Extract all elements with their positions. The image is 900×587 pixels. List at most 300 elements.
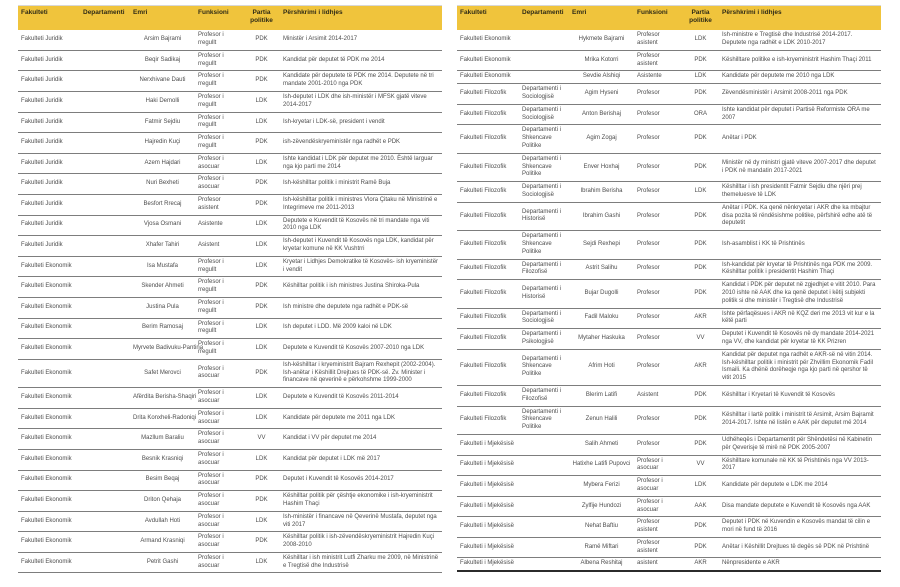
cell-emri: Mazllum Baraliu [130, 429, 195, 450]
table-row [457, 308, 881, 329]
cell-partia: PDK [243, 470, 280, 491]
cell-emri: Haki Demolli [130, 92, 195, 113]
cell-funksioni: Profesor i asocuar [195, 388, 243, 409]
cell-partia: LDK [682, 476, 719, 497]
cell-fakulteti: Fakulteti i Mjekësisë [457, 537, 519, 558]
cell-funksioni: Profesor i rregullt [195, 318, 243, 339]
table-row [457, 231, 881, 259]
cell-fakulteti: Fakulteti Ekonomik [457, 71, 519, 84]
cell-departamenti [80, 491, 130, 512]
table-row [18, 297, 442, 318]
cell-emri: Safet Merovci [130, 359, 195, 387]
cell-fakulteti: Fakulteti Filozofik [457, 231, 519, 259]
cell-pershkrimi: Ish ministre dhe deputete nga radhët e PDK-së [280, 297, 442, 318]
cell-funksioni: Profesor i rregullt [195, 133, 243, 154]
cell-funksioni: Profesor i rregullt [195, 30, 243, 50]
cell-emri: Blerim Latifi [569, 385, 634, 406]
cell-fakulteti: Fakulteti Ekonomik [18, 388, 80, 409]
cell-funksioni: Profesor i asocuar [195, 470, 243, 491]
cell-fakulteti: Fakulteti Ekonomik [18, 339, 80, 360]
cell-fakulteti: Fakulteti Filozofik [457, 84, 519, 105]
cell-partia: PDK [682, 517, 719, 538]
cell-pershkrimi: Këshilltar i ish ministrit Lutfi Zharku me 2009, në Ministrinë e Tregtisë dhe Industrisë [280, 552, 442, 573]
cell-fakulteti: Fakulteti Ekonomik [18, 318, 80, 339]
cell-partia: PDK [682, 50, 719, 71]
cell-funksioni: Profesor [634, 182, 682, 203]
cell-emri: Agim Zogaj [569, 125, 634, 153]
cell-partia: LDK [243, 92, 280, 113]
table-row [457, 84, 881, 105]
cell-pershkrimi: Deputet i Kuvendit të Kosovës në dy mandate 2014-2021 nga VV, dhe kandidat për kryetar të KK Prizren [719, 329, 881, 350]
cell-pershkrimi: Këshilltar politik i ish-zëvendëskryeministrit Hajredin Kuçi 2008-2010 [280, 532, 442, 553]
cell-partia: LDK [682, 30, 719, 50]
cell-fakulteti: Fakulteti i Mjekësisë [457, 517, 519, 538]
cell-departamenti [80, 236, 130, 257]
cell-pershkrimi: Kandidat për deputet nga radhët e AKR-së në vitin 2014. Ish-këshilltar politik i ministrit për Zhvillim Ekonomik Fadil Ismaili. Ka dhënë dorëheqje nga kjo parti në qershor të vitit 2015 [719, 349, 881, 385]
cell-pershkrimi: Nënpresidente e AKR [719, 558, 881, 571]
cell-funksioni: Profesor i asocuar [195, 552, 243, 573]
cell-funksioni: Asistent [634, 385, 682, 406]
column-header-pershkrimi: Përshkrimi i lidhjes [719, 6, 881, 31]
table-row [18, 511, 442, 532]
cell-departamenti [519, 496, 569, 517]
table-row [18, 236, 442, 257]
cell-departamenti [80, 30, 130, 50]
cell-pershkrimi: Ish deputet i LDD. Më 2009 kaloi në LDK [280, 318, 442, 339]
cell-departamenti [80, 256, 130, 277]
cell-fakulteti: Fakulteti i Mjekësisë [457, 476, 519, 497]
table-row [457, 496, 881, 517]
cell-funksioni: Profesor i rregullt [195, 339, 243, 360]
cell-emri: Hajredin Kuçi [130, 133, 195, 154]
cell-partia: PDK [682, 259, 719, 280]
cell-departamenti: Departamenti i Shkencave Politike [519, 406, 569, 434]
cell-departamenti [519, 71, 569, 84]
table-row [18, 429, 442, 450]
cell-departamenti: Departamenti i Sociologjisë [519, 84, 569, 105]
cell-fakulteti: Fakulteti Ekonomik [18, 359, 80, 387]
cell-fakulteti: Fakulteti Juridik [18, 215, 80, 236]
cell-fakulteti: Fakulteti Juridik [18, 153, 80, 174]
cell-partia: LDK [243, 318, 280, 339]
cell-emri: Afrim Hoti [569, 349, 634, 385]
table-row [18, 388, 442, 409]
table-row [18, 133, 442, 154]
cell-partia: PDK [682, 84, 719, 105]
cell-pershkrimi: Deputet i Kuvendit të Kosovës 2014-2017 [280, 470, 442, 491]
cell-partia: LDK [243, 153, 280, 174]
table-row [18, 470, 442, 491]
cell-fakulteti: Fakulteti i Mjekësisë [457, 434, 519, 455]
cell-emri: Azem Hajdari [130, 153, 195, 174]
cell-pershkrimi: Këshilltar politik i ish ministres Justina Shiroka-Pula [280, 277, 442, 298]
cell-emri: Astrit Salihu [569, 259, 634, 280]
cell-pershkrimi: Ish-ministër i financave në Qeverinë Mustafa, deputet nga viti 2017 [280, 511, 442, 532]
cell-departamenti [80, 318, 130, 339]
table-row [457, 202, 881, 230]
cell-pershkrimi: Ministër në dy ministri gjatë viteve 2007-2017 dhe deputet i PDK në mandatin 2017-2021 [719, 153, 881, 181]
cell-funksioni: Profesor i rregullt [195, 92, 243, 113]
cell-partia: PDK [682, 385, 719, 406]
cell-partia: PDK [243, 71, 280, 92]
cell-funksioni: Profesor [634, 308, 682, 329]
cell-funksioni: Profesor asistent [634, 517, 682, 538]
table-row [457, 71, 881, 84]
cell-partia: AAK [682, 496, 719, 517]
cell-departamenti [80, 408, 130, 429]
cell-emri: Albena Reshitaj [569, 558, 634, 571]
table-row [18, 318, 442, 339]
cell-pershkrimi: Këshilltare politike e ish-kryeministrit Hashim Thaçi 2011 [719, 50, 881, 71]
column-header-funksioni: Funksioni [634, 6, 682, 31]
cell-funksioni: Profesor [634, 406, 682, 434]
cell-emri: Nuri Bexheti [130, 174, 195, 195]
cell-funksioni: Profesor i asocuar [195, 449, 243, 470]
cell-funksioni: Profesor [634, 202, 682, 230]
cell-fakulteti: Fakulteti Filozofik [457, 182, 519, 203]
cell-departamenti [80, 359, 130, 387]
cell-partia: AKR [682, 349, 719, 385]
cell-departamenti [80, 532, 130, 553]
cell-funksioni: Profesor i rregullt [195, 256, 243, 277]
cell-partia: LDK [682, 182, 719, 203]
cell-pershkrimi: Deputete e Kuvendit të Kosovës 2011-2014 [280, 388, 442, 409]
cell-partia: VV [682, 329, 719, 350]
cell-departamenti: Departamenti i Shkencave Politike [519, 153, 569, 181]
cell-funksioni: Profesor [634, 84, 682, 105]
table-row [18, 339, 442, 360]
cell-partia: PDK [682, 231, 719, 259]
cell-fakulteti: Fakulteti Ekonomik [18, 491, 80, 512]
cell-partia: LDK [243, 388, 280, 409]
table-row [18, 449, 442, 470]
cell-fakulteti: Fakulteti Juridik [18, 92, 80, 113]
table-row [457, 153, 881, 181]
cell-pershkrimi: Kandidat i VV për deputet me 2014 [280, 429, 442, 450]
cell-departamenti [80, 449, 130, 470]
cell-emri: Anton Berishaj [569, 104, 634, 125]
table-row [18, 71, 442, 92]
cell-emri: Mybera Ferizi [569, 476, 634, 497]
cell-departamenti: Departamenti i Sociologjisë [519, 182, 569, 203]
cell-fakulteti: Fakulteti Juridik [18, 71, 80, 92]
cell-emri: Arsim Bajrami [130, 30, 195, 50]
cell-departamenti: Departamenti i Shkencave Politike [519, 231, 569, 259]
cell-emri: Sevdie Alshiqi [569, 71, 634, 84]
cell-emri: Hykmete Bajrami [569, 30, 634, 50]
cell-emri: Besnik Krasniqi [130, 449, 195, 470]
cell-pershkrimi: Disa mandate deputete e Kuvendit të Kosovës nga AAK [719, 496, 881, 517]
cell-departamenti [80, 470, 130, 491]
cell-emri: Avdullah Hoti [130, 511, 195, 532]
cell-partia: VV [682, 455, 719, 476]
table-row [18, 174, 442, 195]
cell-fakulteti: Fakulteti Juridik [18, 50, 80, 71]
cell-emri: Petrit Gashi [130, 552, 195, 573]
cell-partia: VV [243, 429, 280, 450]
cell-fakulteti: Fakulteti Ekonomik [18, 511, 80, 532]
table-row [457, 104, 881, 125]
cell-funksioni: Profesor i asocuar [195, 511, 243, 532]
cell-funksioni: Profesor i rregullt [195, 71, 243, 92]
cell-funksioni: asistent [634, 558, 682, 571]
cell-departamenti: Departamenti i Shkencave Politike [519, 349, 569, 385]
column-header-departamenti: Departamenti [519, 6, 569, 31]
table-row [457, 385, 881, 406]
cell-pershkrimi: Ish-këshilltar i kryeministrit Bajram Rexhepit (2002-2004). Ish-anëtar i Këshillit Drejtues të PDK-së. Zv. Minister i financave në qeverinë e përkohshme 1999-2000 [280, 359, 442, 387]
cell-emri: Fadil Maloku [569, 308, 634, 329]
table-row [457, 125, 881, 153]
cell-funksioni: Profesor i asocuar [195, 491, 243, 512]
cell-departamenti [519, 50, 569, 71]
cell-funksioni: Profesor [634, 349, 682, 385]
cell-fakulteti: Fakulteti Ekonomik [18, 277, 80, 298]
cell-funksioni: Profesor asistent [634, 50, 682, 71]
cell-emri: Mrika Kotorri [569, 50, 634, 71]
cell-emri: Zenun Halili [569, 406, 634, 434]
cell-partia: PDK [243, 532, 280, 553]
cell-partia: PDK [243, 50, 280, 71]
table-row [18, 153, 442, 174]
cell-partia: PDK [243, 297, 280, 318]
cell-fakulteti: Fakulteti Juridik [18, 195, 80, 216]
cell-partia: PDK [682, 153, 719, 181]
cell-fakulteti: Fakulteti Filozofik [457, 125, 519, 153]
cell-partia: LDK [243, 449, 280, 470]
cell-departamenti [519, 537, 569, 558]
cell-pershkrimi: Ishte kandidat për deputet i Partisë Reformiste ORA me 2007 [719, 104, 881, 125]
faculty-politics-table-left [18, 5, 442, 573]
cell-partia: PDK [682, 280, 719, 308]
column-header-fakulteti: Fakulteti [457, 6, 519, 31]
cell-emri: Driton Qehaja [130, 491, 195, 512]
cell-fakulteti: Fakulteti i Mjekësisë [457, 558, 519, 571]
cell-emri: Isa Mustafa [130, 256, 195, 277]
cell-funksioni: Profesor i rregullt [195, 277, 243, 298]
cell-pershkrimi: Ish-këshilltar politik i ministrit Ramë Buja [280, 174, 442, 195]
cell-emri: Hatixhe Latifi Pupovci [569, 455, 634, 476]
cell-pershkrimi: Kandidat i PDK për deputet në zgjedhjet e vitit 2010. Para 2010 ishte në AAK dhe ka qenë deputet i këtij subjekti politik si dhe ministër i Tregtisë dhe Industrisë [719, 280, 881, 308]
cell-departamenti [80, 297, 130, 318]
cell-departamenti [80, 195, 130, 216]
cell-departamenti [80, 112, 130, 133]
cell-departamenti: Departamenti i Sociologjisë [519, 104, 569, 125]
table-row [18, 92, 442, 113]
cell-departamenti [519, 455, 569, 476]
cell-departamenti: Departamenti i Shkencave Politike [519, 125, 569, 153]
cell-funksioni: Profesor i asocuar [195, 532, 243, 553]
cell-fakulteti: Fakulteti Ekonomik [18, 408, 80, 429]
table-row [457, 329, 881, 350]
cell-partia: LDK [243, 339, 280, 360]
cell-funksioni: Profesor i rregullt [195, 112, 243, 133]
cell-partia: PDK [682, 125, 719, 153]
cell-partia: PDK [243, 30, 280, 50]
column-header-partia: Partia politike [243, 6, 280, 31]
cell-partia: LDK [243, 256, 280, 277]
table-row [18, 491, 442, 512]
table-row [18, 256, 442, 277]
cell-partia: LDK [243, 511, 280, 532]
table-row [18, 112, 442, 133]
cell-partia: PDK [682, 434, 719, 455]
cell-fakulteti: Fakulteti Juridik [18, 112, 80, 133]
cell-funksioni: Profesor i asocuar [634, 455, 682, 476]
cell-partia: LDK [243, 215, 280, 236]
table-row [457, 50, 881, 71]
cell-emri: Agim Hyseni [569, 84, 634, 105]
cell-pershkrimi: Kandidate për deputete me 2010 nga LDK [719, 71, 881, 84]
cell-funksioni: Profesor i asocuar [195, 408, 243, 429]
cell-partia: LDK [243, 408, 280, 429]
cell-funksioni: Profesor [634, 259, 682, 280]
cell-emri: Besim Beqaj [130, 470, 195, 491]
cell-partia: LDK [682, 71, 719, 84]
cell-emri: Myrvete Badivuku-Pantina [130, 339, 195, 360]
cell-departamenti [519, 476, 569, 497]
cell-funksioni: Profesor i rregullt [195, 297, 243, 318]
cell-funksioni: Profesor i rregullt [195, 50, 243, 71]
cell-pershkrimi: Këshilltar i ish presidentit Fatmir Sejdiu dhe njëri prej themeluesve të LDK [719, 182, 881, 203]
cell-pershkrimi: Anëtar i PDK [719, 125, 881, 153]
cell-departamenti [80, 429, 130, 450]
table-header-right [457, 6, 881, 31]
cell-pershkrimi: Deputete e Kuvendit të Kosovës në tri mandate nga viti 2010 nga LDK [280, 215, 442, 236]
cell-fakulteti: Fakulteti Filozofik [457, 104, 519, 125]
cell-emri: Besfort Rrecaj [130, 195, 195, 216]
header-row [457, 6, 881, 31]
cell-funksioni: Profesor [634, 329, 682, 350]
table-row [18, 532, 442, 553]
table-row [18, 50, 442, 71]
cell-departamenti: Departamenti i Historisë [519, 202, 569, 230]
cell-pershkrimi: Ish-deputet i LDK dhe ish-ministër i MFSK gjatë viteve 2014-2017 [280, 92, 442, 113]
cell-emri: Zylfije Hundozi [569, 496, 634, 517]
cell-departamenti [519, 558, 569, 571]
cell-fakulteti: Fakulteti i Mjekësisë [457, 455, 519, 476]
table-row [18, 30, 442, 50]
cell-departamenti [80, 277, 130, 298]
cell-fakulteti: Fakulteti Filozofik [457, 349, 519, 385]
cell-departamenti: Departamenti i Filozofisë [519, 385, 569, 406]
table-row [457, 537, 881, 558]
cell-pershkrimi: Anëtar i Këshillit Drejtues të degës së PDK në Prishtinë [719, 537, 881, 558]
cell-emri: Afërdita Berisha-Shaqiri [130, 388, 195, 409]
cell-funksioni: Profesor i asocuar [634, 476, 682, 497]
cell-departamenti [80, 153, 130, 174]
table-row [457, 406, 881, 434]
cell-pershkrimi: Deputet i PDK në Kuvendin e Kosovës mandat të cilin e mori në fund të 2016 [719, 517, 881, 538]
cell-partia: PDK [243, 491, 280, 512]
cell-fakulteti: Fakulteti Filozofik [457, 259, 519, 280]
cell-partia: PDK [243, 359, 280, 387]
cell-pershkrimi: Këshilltar i lartë politik i ministrit të Arsimit, Arsim Bajramit 2014-2017. Ishte në listën e AAK për deputet më 2014 [719, 406, 881, 434]
cell-departamenti [80, 50, 130, 71]
cell-partia: LDK [243, 236, 280, 257]
cell-emri: Xhafer Tahiri [130, 236, 195, 257]
cell-funksioni: Profesor asistent [195, 195, 243, 216]
table-row [457, 280, 881, 308]
cell-funksioni: Profesor [634, 153, 682, 181]
cell-emri: Berim Ramosaj [130, 318, 195, 339]
cell-emri: Fatmir Sejdiu [130, 112, 195, 133]
cell-departamenti: Departamenti i Psikologjisë [519, 329, 569, 350]
cell-pershkrimi: Ish-deputet i Kuvendit të Kosovës nga LDK, kandidat për kryetar komune në KK Vushtrri [280, 236, 442, 257]
faculty-politics-table-right [457, 5, 881, 572]
header-row [18, 6, 442, 31]
cell-pershkrimi: Ish-kryetar i LDK-së, president i vendit [280, 112, 442, 133]
cell-partia: PDK [682, 406, 719, 434]
cell-fakulteti: Fakulteti i Mjekësisë [457, 496, 519, 517]
cell-departamenti [80, 174, 130, 195]
cell-funksioni: Profesor i asocuar [195, 174, 243, 195]
cell-emri: Beqir Sadikaj [130, 50, 195, 71]
table-header-left [18, 6, 442, 31]
cell-pershkrimi: Kandidat për deputet të PDK me 2014 [280, 50, 442, 71]
cell-fakulteti: Fakulteti Ekonomik [18, 256, 80, 277]
cell-fakulteti: Fakulteti Filozofik [457, 406, 519, 434]
cell-funksioni: Asistente [634, 71, 682, 84]
cell-funksioni: Profesor i asocuar [634, 496, 682, 517]
cell-fakulteti: Fakulteti Juridik [18, 30, 80, 50]
table-row [457, 349, 881, 385]
cell-pershkrimi: Kandidat për deputet i LDK më 2017 [280, 449, 442, 470]
cell-pershkrimi: Kandidate për deputete me 2011 nga LDK [280, 408, 442, 429]
cell-emri: Bujar Dugolli [569, 280, 634, 308]
cell-pershkrimi: Këshilltar politik për çështje ekonomike i ish-kryeministrit Hashim Thaçi [280, 491, 442, 512]
cell-departamenti [80, 552, 130, 573]
cell-pershkrimi: Ishte kandidat i LDK për deputet me 2010. Është larguar nga kjo parti me 2014 [280, 153, 442, 174]
cell-pershkrimi: Ish-këshilltar politik i ministres Vlora Çitaku në Ministrinë e Integrimeve me 2011-2013 [280, 195, 442, 216]
table-row [457, 517, 881, 538]
cell-emri: Salih Ahmeti [569, 434, 634, 455]
cell-fakulteti: Fakulteti Filozofik [457, 308, 519, 329]
cell-partia: PDK [243, 174, 280, 195]
cell-pershkrimi: Kryetar i Lidhjes Demokratike të Kosovës- ish kryeministër i vendit [280, 256, 442, 277]
cell-partia: PDK [682, 537, 719, 558]
table-row [457, 182, 881, 203]
cell-emri: Sejdi Rexhepi [569, 231, 634, 259]
cell-pershkrimi: Udhëheqës i Departamentit për Shëndetësi në Kabinetin për Qeverisje të mirë në PDK 2005-2007 [719, 434, 881, 455]
cell-departamenti [80, 71, 130, 92]
cell-departamenti: Departamenti i Sociologjisë [519, 308, 569, 329]
table-row [457, 434, 881, 455]
column-header-emri: Emri [569, 6, 634, 31]
column-header-emri: Emri [130, 6, 195, 31]
cell-fakulteti: Fakulteti Filozofik [457, 280, 519, 308]
table-row [457, 259, 881, 280]
column-header-fakulteti: Fakulteti [18, 6, 80, 31]
cell-emri: Ibrahim Berisha [569, 182, 634, 203]
cell-departamenti [519, 434, 569, 455]
table-row [18, 215, 442, 236]
cell-fakulteti: Fakulteti Ekonomik [457, 50, 519, 71]
table-row [457, 558, 881, 571]
column-header-funksioni: Funksioni [195, 6, 243, 31]
cell-partia: PDK [243, 133, 280, 154]
cell-fakulteti: Fakulteti Ekonomik [18, 532, 80, 553]
cell-emri: Vjosa Osmani [130, 215, 195, 236]
cell-departamenti [80, 511, 130, 532]
cell-funksioni: Profesor [634, 231, 682, 259]
cell-fakulteti: Fakulteti Filozofik [457, 153, 519, 181]
cell-emri: Ramë Miftari [569, 537, 634, 558]
table-row [457, 30, 881, 50]
cell-fakulteti: Fakulteti Filozofik [457, 202, 519, 230]
cell-fakulteti: Fakulteti Ekonomik [18, 470, 80, 491]
cell-departamenti [80, 215, 130, 236]
cell-fakulteti: Fakulteti Ekonomik [457, 30, 519, 50]
